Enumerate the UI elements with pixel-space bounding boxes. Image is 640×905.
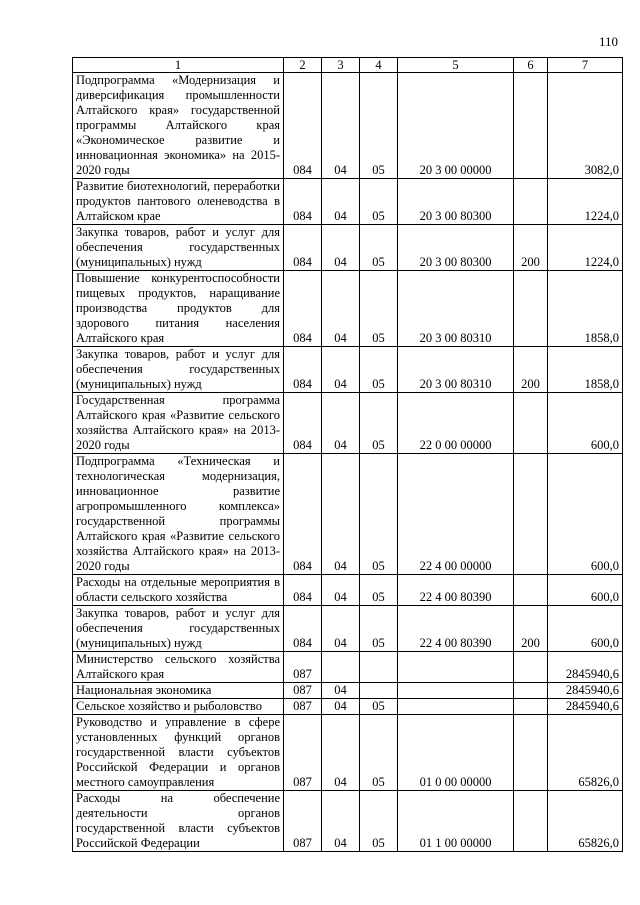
amount-cell: 1224,0	[548, 179, 623, 225]
subsection-code-cell: 05	[360, 454, 398, 575]
amount-cell: 600,0	[548, 454, 623, 575]
amount-cell: 65826,0	[548, 791, 623, 852]
row-name-cell: Повышение конкурентоспособности пищевых продуктов, наращивание производства продуктов для здорового питания населения Алтайского края	[73, 271, 284, 347]
row-name-cell: Расходы на обеспечение деятельности органов государственной власти субъектов Российской Федерации	[73, 791, 284, 852]
table-row	[73, 699, 623, 715]
table-row	[73, 271, 623, 347]
section-code-cell: 04	[322, 225, 360, 271]
target-article-cell: 22 4 00 80390	[398, 575, 514, 606]
admin-code-cell: 087	[284, 683, 322, 699]
header-row	[73, 58, 623, 73]
admin-code-cell: 084	[284, 73, 322, 179]
expense-type-cell	[514, 575, 548, 606]
subsection-code-cell: 05	[360, 791, 398, 852]
row-name-cell: Руководство и управление в сфере установленных функций органов государственной власти субъектов Российской Федерации и органов местного самоуправления	[73, 715, 284, 791]
admin-code-cell: 084	[284, 393, 322, 454]
table-row	[73, 73, 623, 179]
amount-cell: 2845940,6	[548, 699, 623, 715]
target-article-cell: 20 3 00 80310	[398, 347, 514, 393]
admin-code-cell: 084	[284, 347, 322, 393]
row-name-cell: Расходы на отдельные мероприятия в области сельского хозяйства	[73, 575, 284, 606]
table-row	[73, 652, 623, 683]
section-code-cell	[322, 652, 360, 683]
section-code-cell: 04	[322, 179, 360, 225]
amount-cell: 600,0	[548, 575, 623, 606]
table-row	[73, 791, 623, 852]
amount-cell: 1858,0	[548, 347, 623, 393]
header-cell: 7	[548, 58, 623, 73]
expense-type-cell	[514, 393, 548, 454]
table-row	[73, 683, 623, 699]
admin-code-cell: 087	[284, 652, 322, 683]
page-number: 110	[598, 34, 618, 49]
section-code-cell: 04	[322, 73, 360, 179]
section-code-cell: 04	[322, 683, 360, 699]
admin-code-cell: 087	[284, 699, 322, 715]
subsection-code-cell: 05	[360, 699, 398, 715]
amount-cell: 2845940,6	[548, 652, 623, 683]
expense-type-cell	[514, 652, 548, 683]
table-row	[73, 225, 623, 271]
row-name-cell: Закупка товаров, работ и услуг для обеспечения государственных (муниципальных) нужд	[73, 225, 284, 271]
subsection-code-cell: 05	[360, 575, 398, 606]
expense-type-cell	[514, 683, 548, 699]
amount-cell: 600,0	[548, 606, 623, 652]
row-name-cell: Развитие биотехнологий, переработки продуктов пантового оленеводства в Алтайском крае	[73, 179, 284, 225]
row-name-cell: Министерство сельского хозяйства Алтайского края	[73, 652, 284, 683]
subsection-code-cell: 05	[360, 606, 398, 652]
section-code-cell: 04	[322, 393, 360, 454]
expense-type-cell: 200	[514, 225, 548, 271]
target-article-cell	[398, 683, 514, 699]
subsection-code-cell: 05	[360, 347, 398, 393]
amount-cell: 600,0	[548, 393, 623, 454]
row-name-cell: Подпрограмма «Модернизация и диверсификация промышленности Алтайского края» государственной программы Алтайского края «Экономическое развитие и инновационная экономика» на 2015-2020 годы	[73, 73, 284, 179]
header-cell: 3	[322, 58, 360, 73]
section-code-cell: 04	[322, 791, 360, 852]
admin-code-cell: 087	[284, 715, 322, 791]
table-row	[73, 179, 623, 225]
target-article-cell: 22 4 00 80390	[398, 606, 514, 652]
target-article-cell: 22 4 00 00000	[398, 454, 514, 575]
budget-table	[72, 57, 623, 852]
expense-type-cell: 200	[514, 606, 548, 652]
table-row	[73, 454, 623, 575]
admin-code-cell: 084	[284, 575, 322, 606]
target-article-cell: 01 0 00 00000	[398, 715, 514, 791]
expense-type-cell	[514, 715, 548, 791]
subsection-code-cell: 05	[360, 715, 398, 791]
table-row	[73, 606, 623, 652]
table-row	[73, 393, 623, 454]
expense-type-cell	[514, 179, 548, 225]
target-article-cell: 20 3 00 80300	[398, 225, 514, 271]
subsection-code-cell: 05	[360, 225, 398, 271]
header-cell: 1	[73, 58, 284, 73]
table-row	[73, 715, 623, 791]
amount-cell: 2845940,6	[548, 683, 623, 699]
header-cell: 6	[514, 58, 548, 73]
subsection-code-cell	[360, 652, 398, 683]
subsection-code-cell: 05	[360, 73, 398, 179]
section-code-cell: 04	[322, 575, 360, 606]
amount-cell: 1858,0	[548, 271, 623, 347]
subsection-code-cell: 05	[360, 393, 398, 454]
expense-type-cell	[514, 791, 548, 852]
expense-type-cell	[514, 699, 548, 715]
target-article-cell	[398, 699, 514, 715]
section-code-cell: 04	[322, 271, 360, 347]
row-name-cell: Закупка товаров, работ и услуг для обеспечения государственных (муниципальных) нужд	[73, 606, 284, 652]
expense-type-cell: 200	[514, 347, 548, 393]
section-code-cell: 04	[322, 347, 360, 393]
section-code-cell: 04	[322, 699, 360, 715]
admin-code-cell: 084	[284, 179, 322, 225]
section-code-cell: 04	[322, 454, 360, 575]
table-row	[73, 347, 623, 393]
section-code-cell: 04	[322, 606, 360, 652]
subsection-code-cell: 05	[360, 271, 398, 347]
expense-type-cell	[514, 271, 548, 347]
row-name-cell: Сельское хозяйство и рыболовство	[73, 699, 284, 715]
row-name-cell: Государственная программа Алтайского края «Развитие сельского хозяйства Алтайского края» на 2013-2020 годы	[73, 393, 284, 454]
expense-type-cell	[514, 454, 548, 575]
subsection-code-cell: 05	[360, 179, 398, 225]
row-name-cell: Национальная экономика	[73, 683, 284, 699]
row-name-cell: Подпрограмма «Техническая и технологическая модернизация, инновационное развитие агропромышленного комплекса» государственной программы Алтайского края «Развитие сельского хозяйства Алтайского края» на 2013-2020 годы	[73, 454, 284, 575]
target-article-cell: 20 3 00 80300	[398, 179, 514, 225]
header-cell: 4	[360, 58, 398, 73]
section-code-cell: 04	[322, 715, 360, 791]
admin-code-cell: 084	[284, 225, 322, 271]
target-article-cell: 01 1 00 00000	[398, 791, 514, 852]
target-article-cell: 22 0 00 00000	[398, 393, 514, 454]
target-article-cell	[398, 652, 514, 683]
row-name-cell: Закупка товаров, работ и услуг для обеспечения государственных (муниципальных) нужд	[73, 347, 284, 393]
amount-cell: 1224,0	[548, 225, 623, 271]
table-row	[73, 575, 623, 606]
target-article-cell: 20 3 00 80310	[398, 271, 514, 347]
target-article-cell: 20 3 00 00000	[398, 73, 514, 179]
header-cell: 5	[398, 58, 514, 73]
expense-type-cell	[514, 73, 548, 179]
header-cell: 2	[284, 58, 322, 73]
admin-code-cell: 084	[284, 606, 322, 652]
admin-code-cell: 084	[284, 454, 322, 575]
subsection-code-cell	[360, 683, 398, 699]
amount-cell: 65826,0	[548, 715, 623, 791]
admin-code-cell: 087	[284, 791, 322, 852]
amount-cell: 3082,0	[548, 73, 623, 179]
admin-code-cell: 084	[284, 271, 322, 347]
